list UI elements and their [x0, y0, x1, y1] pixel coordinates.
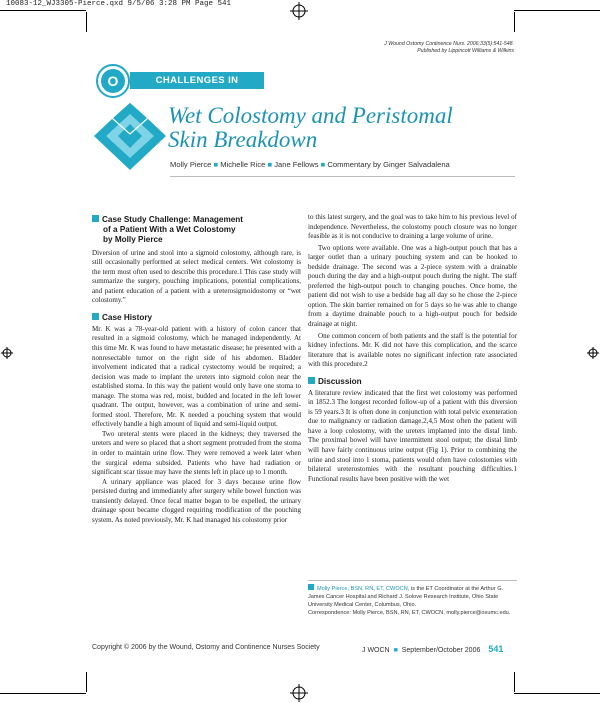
- commentary-author: Commentary by Ginger Salvadalena: [327, 160, 450, 169]
- heading-line: by Molly Pierce: [103, 235, 163, 245]
- case-study-heading: [92, 215, 301, 246]
- author-list: [170, 160, 450, 169]
- author-name: Molly Pierce: [170, 160, 212, 169]
- crop-mark: [514, 693, 600, 694]
- section-banner: CHALLENGES IN PRACTICE: [130, 72, 264, 89]
- heading-text: Case History: [102, 312, 153, 322]
- separator-icon: ■: [213, 160, 219, 169]
- separator-icon: ■: [320, 160, 326, 169]
- crop-mark: [86, 12, 87, 32]
- left-column: [92, 215, 301, 525]
- body-paragraph: A urinary appliance was placed for 3 days because urine flow persisted during and immediately after surgery while bowel function was transiently delayed. Once fecal matter began to be expelled, the urinary drainage spout became clogged requiring modification of the pouching system. As noted previously, Mr. K had managed his colostomy prior: [92, 477, 301, 524]
- footnote-text: is the ET Coordinator at the Arthur G. James Cancer Hospital and Richard J. Solove Research Institute, Ohio State University Medical Center, Columbus, Ohio.: [308, 586, 504, 609]
- file-slug: 10083-12_WJ3305-Pierce.qxd 9/5/06 3:28 PM Page 541: [6, 0, 232, 8]
- crop-mark: [0, 10, 86, 11]
- separator-icon: ■: [393, 647, 398, 654]
- crop-mark: [0, 693, 86, 694]
- title-divider: [170, 176, 515, 177]
- page-number: 541: [488, 644, 504, 654]
- footnote-divider: [308, 580, 517, 581]
- footnote-author: Molly Pierce, BSN, RN, ET, CWOCN,: [317, 586, 410, 592]
- heading-square-icon: [308, 377, 315, 384]
- body-paragraph: Two options were available. One was a high-output pouch that has a larger outlet than a urinary pouching system and can be hooked to bedside drainage. The second was a 2-piece system with a drainable pouch during the day and a high-output pouch during the night. The staff preferred the high-output pouch to changing pouches. Once home, the patient did not wish to use a bedside bag all day so he chose the 2-piece option. The skin barrier remained on for 5 days so he was able to change from a daytime drainable pouch to a high-output pouch for bedside drainage at night.: [308, 243, 517, 329]
- separator-icon: ■: [267, 160, 273, 169]
- crop-mark: [86, 672, 87, 692]
- citation-line: J Wound Ostomy Continence Nurs. 2006;33(5):541-548.: [384, 41, 514, 47]
- article-title: [168, 104, 528, 152]
- correspondence: Correspondence: Molly Pierce, BSN, RN, ET, CWOCN, molly.pierce@osumc.edu.: [308, 610, 511, 617]
- author-footnote: [308, 584, 517, 617]
- author-name: Michelle Rice: [220, 160, 266, 169]
- discussion-heading: [308, 376, 517, 387]
- footer-journal: [362, 644, 503, 654]
- right-column: [308, 213, 517, 484]
- crop-mark: [514, 672, 515, 692]
- diamond-logo-icon: [90, 100, 170, 172]
- intro-paragraph: Diversion of urine and stool into a sigmoid colostomy, although rare, is still occasionally performed at select medical centers. Wet colostomy is the term most often used to describe this procedure.1 This case study will summarize the surgery, pouching implications, potential complications, and patient education of a patient with a ureterosigmoidostomy or “wet colostomy.”: [92, 248, 301, 305]
- heading-square-icon: [92, 215, 99, 222]
- journal-citation: [384, 41, 514, 55]
- heading-line: Case Study Challenge: Management: [102, 215, 244, 224]
- heading-square-icon: [92, 313, 99, 320]
- title-line: Skin Breakdown: [168, 127, 318, 152]
- registration-mark-icon: [290, 2, 308, 20]
- heading-text: Discussion: [318, 376, 362, 386]
- title-line: Wet Colostomy and Peristomal: [168, 103, 453, 128]
- body-paragraph: A literature review indicated that the first wet colostomy was performed in 1852.3 The longest recorded follow-up of a patient with this diversion is 59 years.3 It is often done in conjunction with total pelvic exenteration due to malignancy or radiation damage.2,4,5 Most often the patient will have a loop colostomy, with the ureters implanted into the distal limb. The proximal bowel will have intermittent stool output; the distal limb will have fairly continuous urine output (Fig 1). Prior to combining the urine and stool into 1 stoma, patients would often have colostomies with bilateral ureterostomies with the resultant pouching difficulties.1 Functional results have been positive with the wet: [308, 388, 517, 483]
- journal-abbrev: J WOCN: [362, 647, 390, 654]
- body-paragraph: One common concern of both patients and the staff is the potential for kidney infections. Mr. K did not have this complication, and the scarce literature that is available notes no significant infection rate associated with this procedure.2: [308, 331, 517, 369]
- body-paragraph: to this latest surgery, and the goal was to take him to his previous level of independence. Nevertheless, the colostomy pouch closure was no longer feasible as it is not conducive to draining a large volume of urine.: [308, 213, 517, 241]
- copyright: Copyright © 2006 by the Wound, Ostomy and Continence Nurses Society: [92, 644, 320, 651]
- crop-mark: [514, 12, 515, 32]
- logo-letter: O: [107, 73, 119, 89]
- footnote-square-icon: [308, 584, 314, 590]
- section-logo-icon: [96, 64, 130, 98]
- registration-mark-icon: [1, 347, 13, 359]
- citation-line: Published by Lippincott Williams & Wilkins: [417, 48, 514, 54]
- registration-mark-icon: [290, 684, 308, 702]
- registration-mark-icon: [587, 347, 599, 359]
- heading-line: of a Patient With a Wet Colostomy: [103, 225, 236, 235]
- body-paragraph: Two ureteral stents were placed in the kidneys; they traversed the ureters and were so placed that a short segment protruded from the stoma in order to maintain urine flow. They were removed a week later when the surgical edema subsided. Patients who have had radiation or significant scar tissue may have the stents left in place up to 1 month.: [92, 429, 301, 477]
- author-name: Jane Fellows: [274, 160, 319, 169]
- issue-date: September/October 2006: [401, 647, 481, 654]
- crop-mark: [514, 10, 600, 11]
- case-history-heading: [92, 312, 301, 323]
- body-paragraph: Mr. K was a 78-year-old patient with a history of colon cancer that resulted in a sigmoid colostomy, which he managed independently. At this time Mr. K was found to have metastatic disease; he presented with a nonresectable tumor on the right side of his abdomen. Bladder involvement indicated that a radical cystectomy would be required; a decision was made to implant the ureters into sigmoid colon near the established stoma. In this way the patient would only have one stoma to manage. The stoma was red, moist, budded and located in the left lower quadrant. The output, however, was a combination of urine and semi-formed stool. Therefore, Mr. K needed a pouching system that would effectively handle a high amount of liquid and semi-liquid output.: [92, 324, 301, 429]
